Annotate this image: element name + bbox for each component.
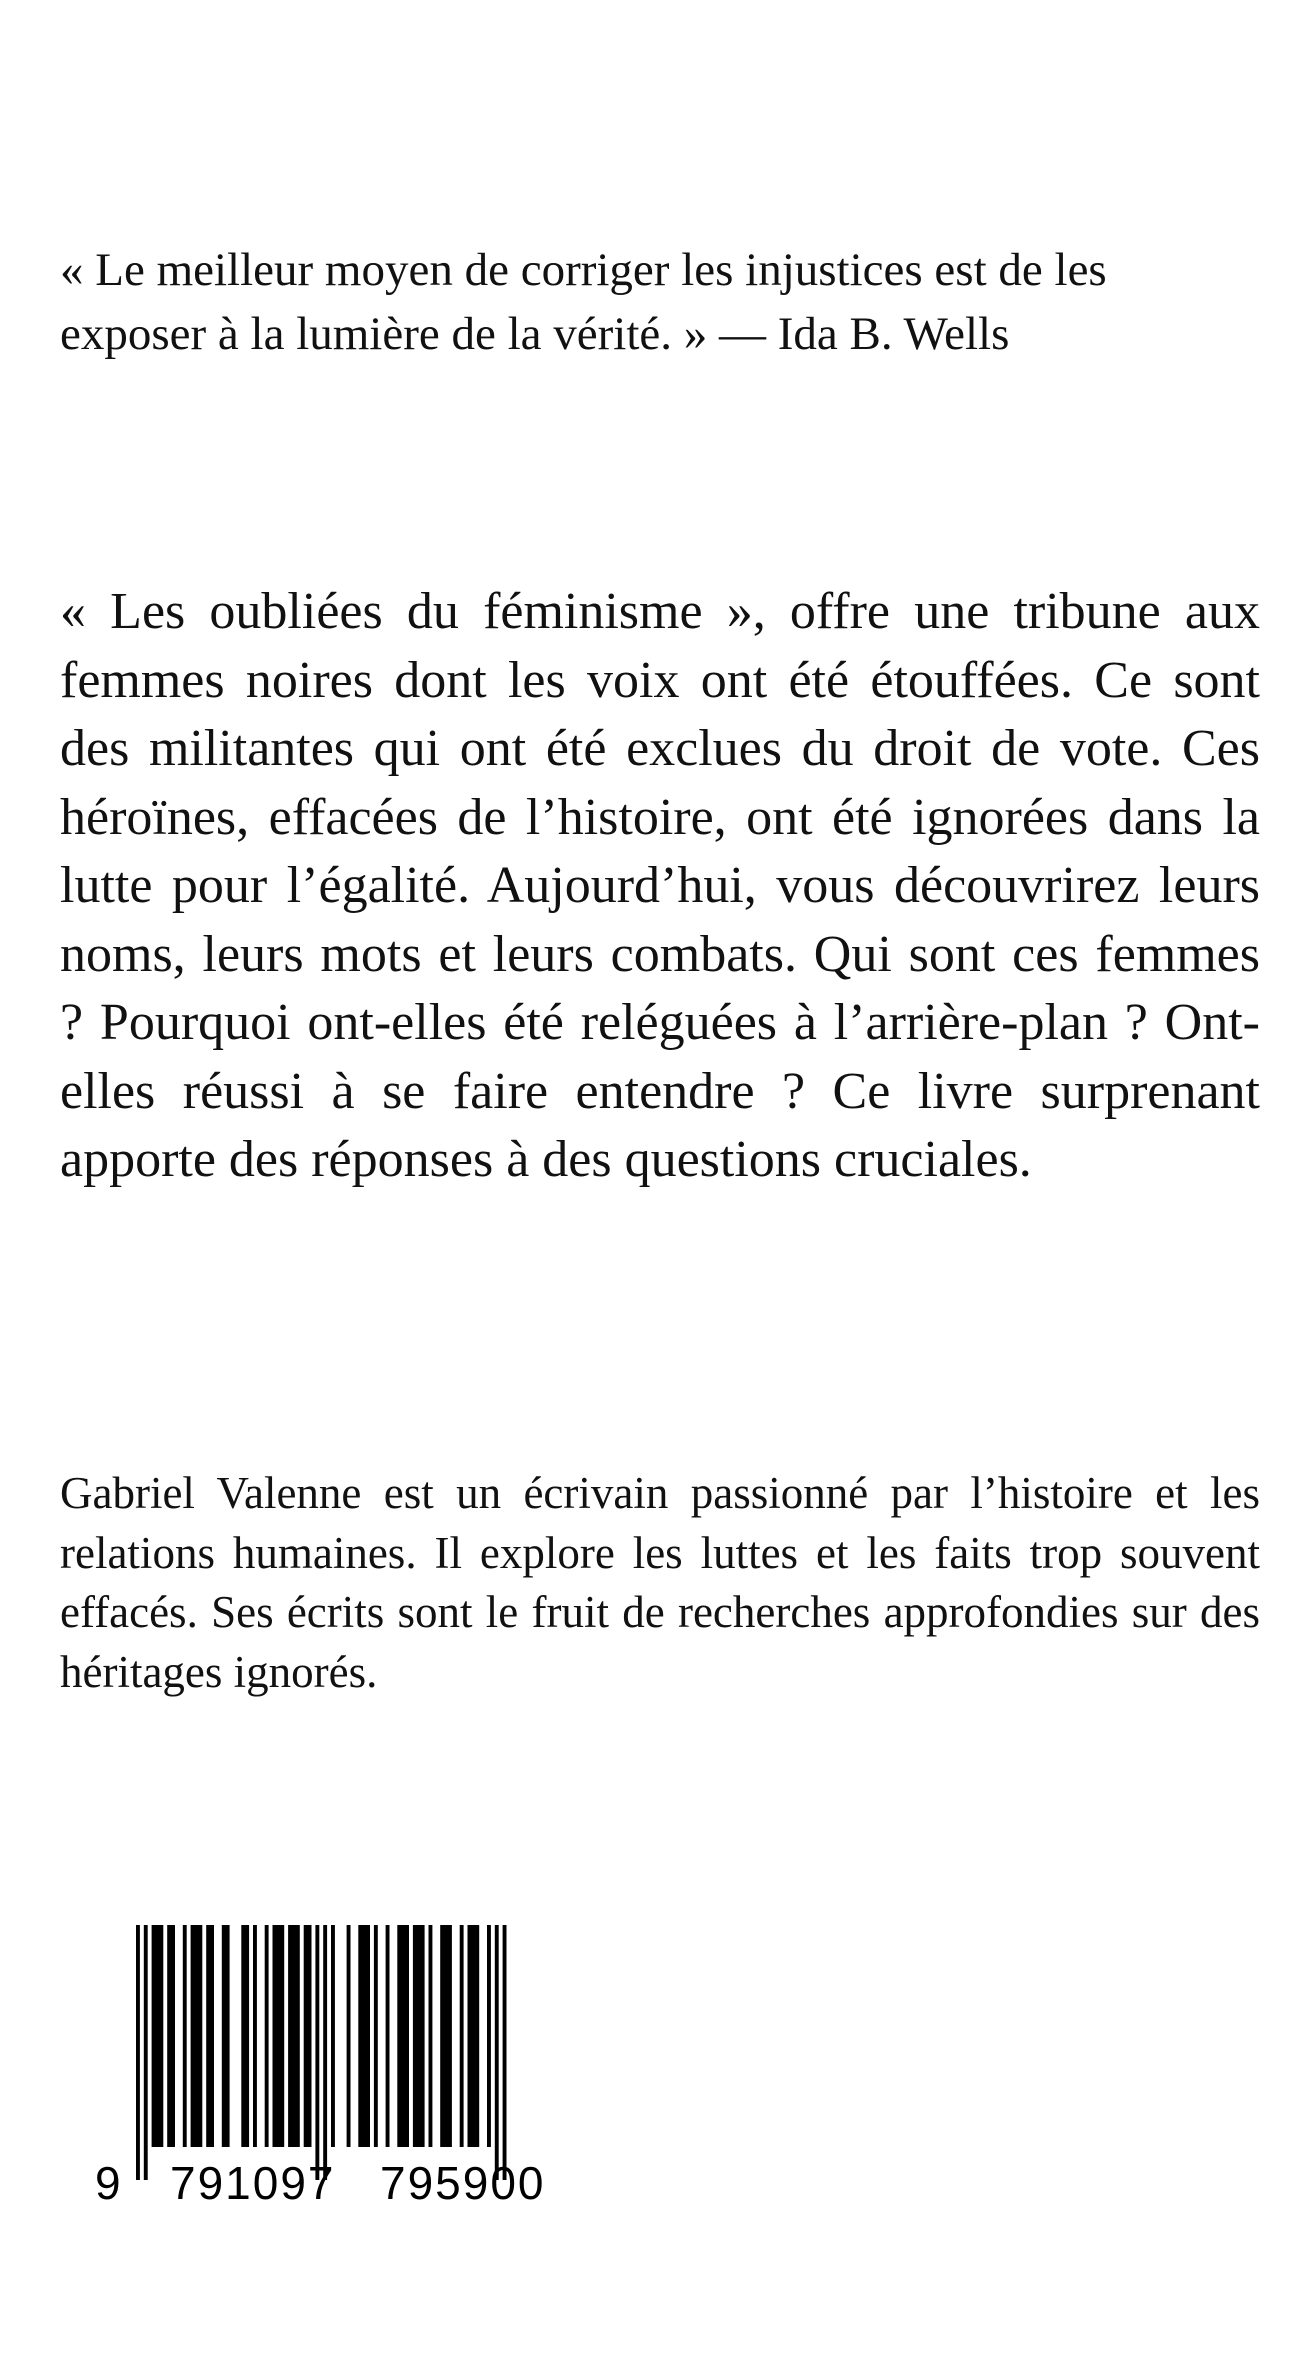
barcode-guard-bar [315, 1925, 319, 2180]
barcode-bar [304, 1925, 312, 2147]
barcode-bar [397, 1925, 409, 2147]
barcode-bar [222, 1925, 230, 2147]
barcode-bar [167, 1925, 175, 2147]
barcode-bar [487, 1925, 491, 2147]
barcode-bar [374, 1925, 378, 2147]
barcode-guard-bar [136, 1925, 140, 2180]
barcode-bar [183, 1925, 187, 2147]
barcode-left-digits: 791097 [170, 2157, 336, 2209]
barcode-bar [429, 1925, 433, 2147]
barcode-bar [241, 1925, 249, 2147]
barcode-bar [273, 1925, 285, 2147]
barcode-bar [413, 1925, 425, 2147]
barcode-bar [191, 1925, 203, 2147]
barcode-bar [331, 1925, 335, 2147]
barcode-guard-bar [323, 1925, 327, 2180]
barcode-bar [386, 1925, 390, 2147]
barcode-bar [347, 1925, 351, 2147]
barcode-bar [253, 1925, 257, 2147]
barcode-bar [460, 1925, 464, 2147]
barcode-guard-bar [503, 1925, 507, 2180]
epigraph-quote: « Le meilleur moyen de corriger les injustices est de les exposer à la lumière de la vérité. » — Ida B. Wells [60, 244, 1107, 360]
barcode-bar [358, 1925, 370, 2147]
book-synopsis: « Les oubliées du féminisme », offre une tribune aux femmes noires dont les voix ont été étouffées. Ce sont des militantes qui ont été exclues du droit de vote. Ces héroïnes, effacées de l’histoire, ont été ignorées dans la lutte pour l’égalité. Aujourd’hui, vous découvrirez leurs noms, leurs mots et leurs combats. Qui sont ces femmes ? Pourquoi ont-elles été reléguées à l’arrière-plan ? Ont-elles réussi à se faire entendre ? Ce livre surprenant apporte des réponses à des questions cruciales. [60, 583, 1260, 1188]
author-bio: Gabriel Valenne est un écrivain passionné par l’histoire et les relations humaines. Il explore les luttes et les faits trop souvent effacés. Ses écrits sont le fruit de recherches approfondies sur des héritages ignorés. [60, 1468, 1260, 1697]
barcode-bar [440, 1925, 452, 2147]
barcode-bar [206, 1925, 214, 2147]
barcode-guard-bar [144, 1925, 148, 2180]
barcode-first-digit: 9 [95, 2157, 123, 2209]
barcode-bar [468, 1925, 480, 2147]
barcode-bar [265, 1925, 269, 2147]
barcode-guard-bar [495, 1925, 499, 2180]
isbn-barcode [95, 1925, 595, 2215]
barcode-bar [288, 1925, 300, 2147]
barcode-right-digits: 795900 [380, 2157, 546, 2209]
barcode-bar [152, 1925, 164, 2147]
